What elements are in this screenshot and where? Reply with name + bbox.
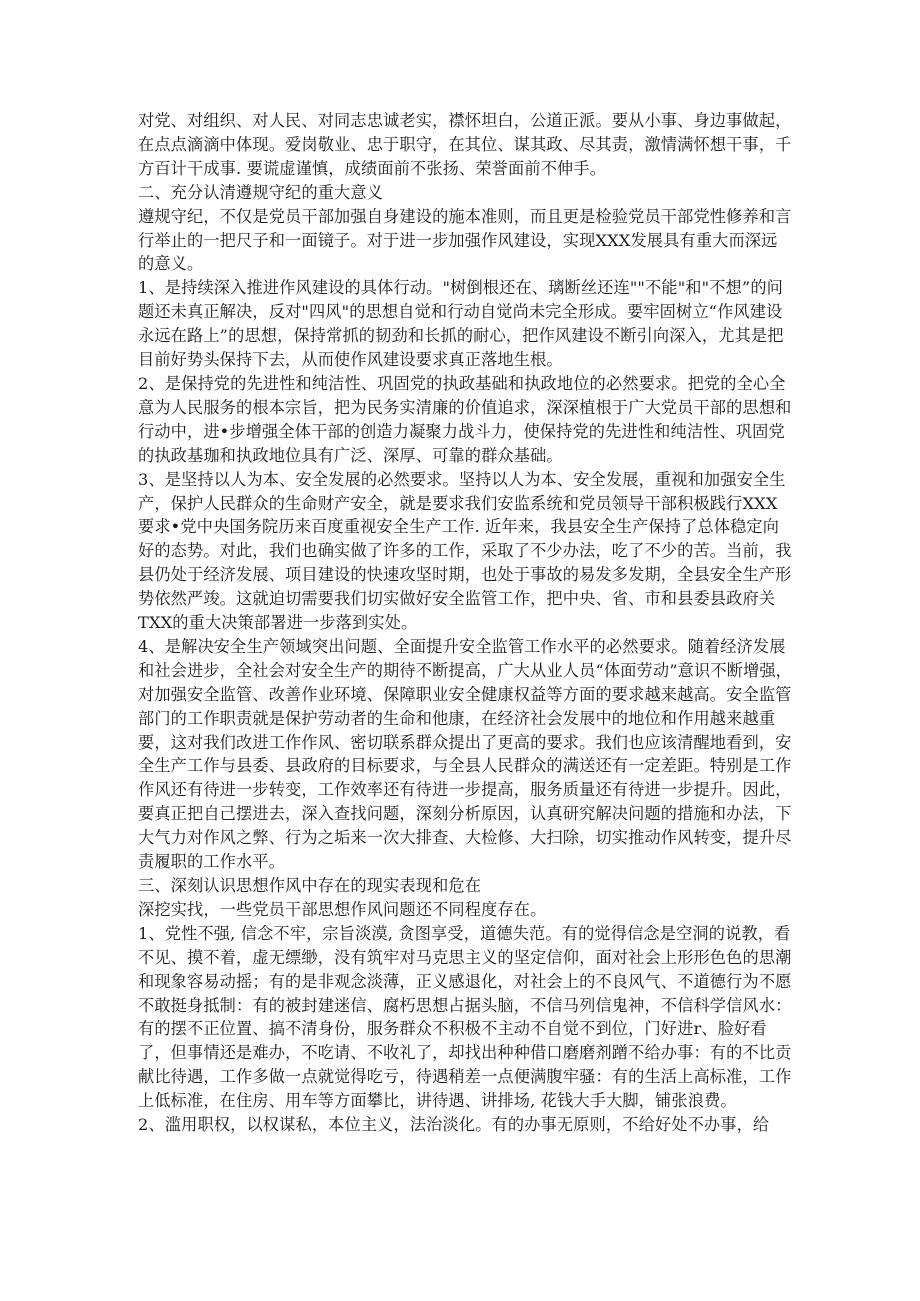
paragraph-item-4: 4、是解决安全生产领域突出问题、全面提升安全监管工作水平的必然要求。随着经济发展和社会进步，全社会对安全生产的期待不断提高，广大从业人员“体面劳动”意识不断增强，对加强安全监管、改善作业环境、保障职业安全健康权益等方面的要求越来越高。安全监管部门的工作职责就是保护劳动者的生命和他康，在经济社会发展中的地位和作用越来越重要，这对我们改进工作作风、密切联系群众提出了更高的要求。我们也应该清醒地看到，安全生产工作与县委、县政府的目标要求，与全县人民群众的满送还有一定差距。特别是工作作风还有待进一步转变，工作效率还有待进一步提高，服务质量还有待进一步提升。因此，要真正把自己摆进去，深入查找问题，深刻分析原因，认真研究解决问题的措施和办法，下大气力对作风之弊、行为之垢来一次大排查、大检修、大扫除，切实推动作风转变，提升尽责履职的工作水平。 [138,636,793,872]
section-heading-2: 二、充分认清遵规守纪的重大意义 [138,182,384,202]
document-body [138,109,792,1137]
paragraph-continuation: 对党、对组织、对人民、对同志忠诚老实，襟怀坦白，公道正派。要从小事、身边事做起，在点点滴滴中体现。爱岗敬业、忠于职守，在其位、谋其政、尽其责，激情满怀想干事，千方百计干成事. 要谎虚谨慎，成绩面前不张扬、荣誉面前不伸手。 [138,111,792,178]
paragraph-intro-2: 遵规守纪，不仅是党员干部加强自身建设的施本准则，而且更是检验党员干部党性修养和言行举止的一把尺子和一面镜子。对于进一步加强作风建设，实现XXX发展具有重大而深远的意义。 [138,206,792,274]
paragraph-item-2: 2、是保持党的先进性和纯洁性、巩固党的执政基础和执政地位的必然要求。把党的全心全意为人民服务的根本宗旨，把为民务实清廉的价值追求，深深植根于广大党员干部的思想和行动中，进•步增强全体干部的创造力凝聚力战斗力，使保持党的先进性和纯洁性、巩固党的执政基珈和执政地位具有广泛、深厚、可靠的群众基础。 [138,373,792,465]
section-heading-3: 三、深刻认识思想作风中存在的现实表现和危在 [138,876,482,895]
paragraph-problem-2: 2、滥用职权，以权谋私，本位主义，法治淡化。有的办事无原则，不给好处不办事，给 [138,1115,770,1135]
paragraph-item-3: 3、是坚持以人为本、安全发展的必然要求。坚持以人为本、安全发展，重视和加强安全生产，保护人民群众的生命财产安全，就是要求我们安监系统和党员领导干部积极践行XXX要求•党中央国务院历来百度重视安全生产工作. 近年来，我县安全生产保持了总体稳定向好的态势。对此，我们也确实做了许多的工作，采取了不少办法，吃了不少的苦。当前，我县仍处于经济发展、项目建设的快速攻坚时期，也处于事故的易发多发期，全县安全生产形势依然严竣。这就迫切需要我们切实做好安全监管工作，把中央、省、市和县委县政府关TXX的重大决策部署进一步落到实处。 [138,469,792,633]
paragraph-problem-1: 1、党性不强, 信念不牢，宗旨淡漠, 贪图享受，道德失范。有的觉得信念是空洞的说教，看不见、摸不着，虚无缥缈，没有筑牢对马克思主义的坚定信仰，面对社会上形形色色的思潮和现象容易动摇；有的是非观念淡薄，正义感退化，对社会上的不良风气、不道德行为不愿不敢挺身抵制：有的被封建迷信、腐朽思想占据头脑，不信马列信鬼神，不信科学信风水：有的摆不正位置、搞不清身份，服务群众不积极不主动不自觉不到位，门好进r、脸好看了，但事情还是难办，不吃请、不收礼了，却找出种种借口磨磨剂蹭不给办事：有的不比贡献比待遇，工作多做一点就觉得吃亏，待遇稍差一点便满腹牢骚：有的生活上高标准，工作上低标准，在住房、用车等方面攀比，讲待遇、讲排场, 花钱大手大脚，铺张浪费。 [138,923,792,1111]
paragraph-item-1: 1、是持续深入推进作风建设的具体行动。"树倒根还在、璃断丝还连""不能"和"不想”的问题还未真正解决，反对"四风"的思想自觉和行动自觉尚未完全形成。要牢固树立“作风建设永远在路上”的思想，保持常抓的韧劲和长抓的耐心，把作风建设不断引向深入，尤其是把目前好势头保持下去，从而使作风建设要求真正落地生根。 [138,278,784,370]
paragraph-intro-3: 深挖实找，一些党员干部思想作风问题还不同程度存在。 [138,899,547,919]
